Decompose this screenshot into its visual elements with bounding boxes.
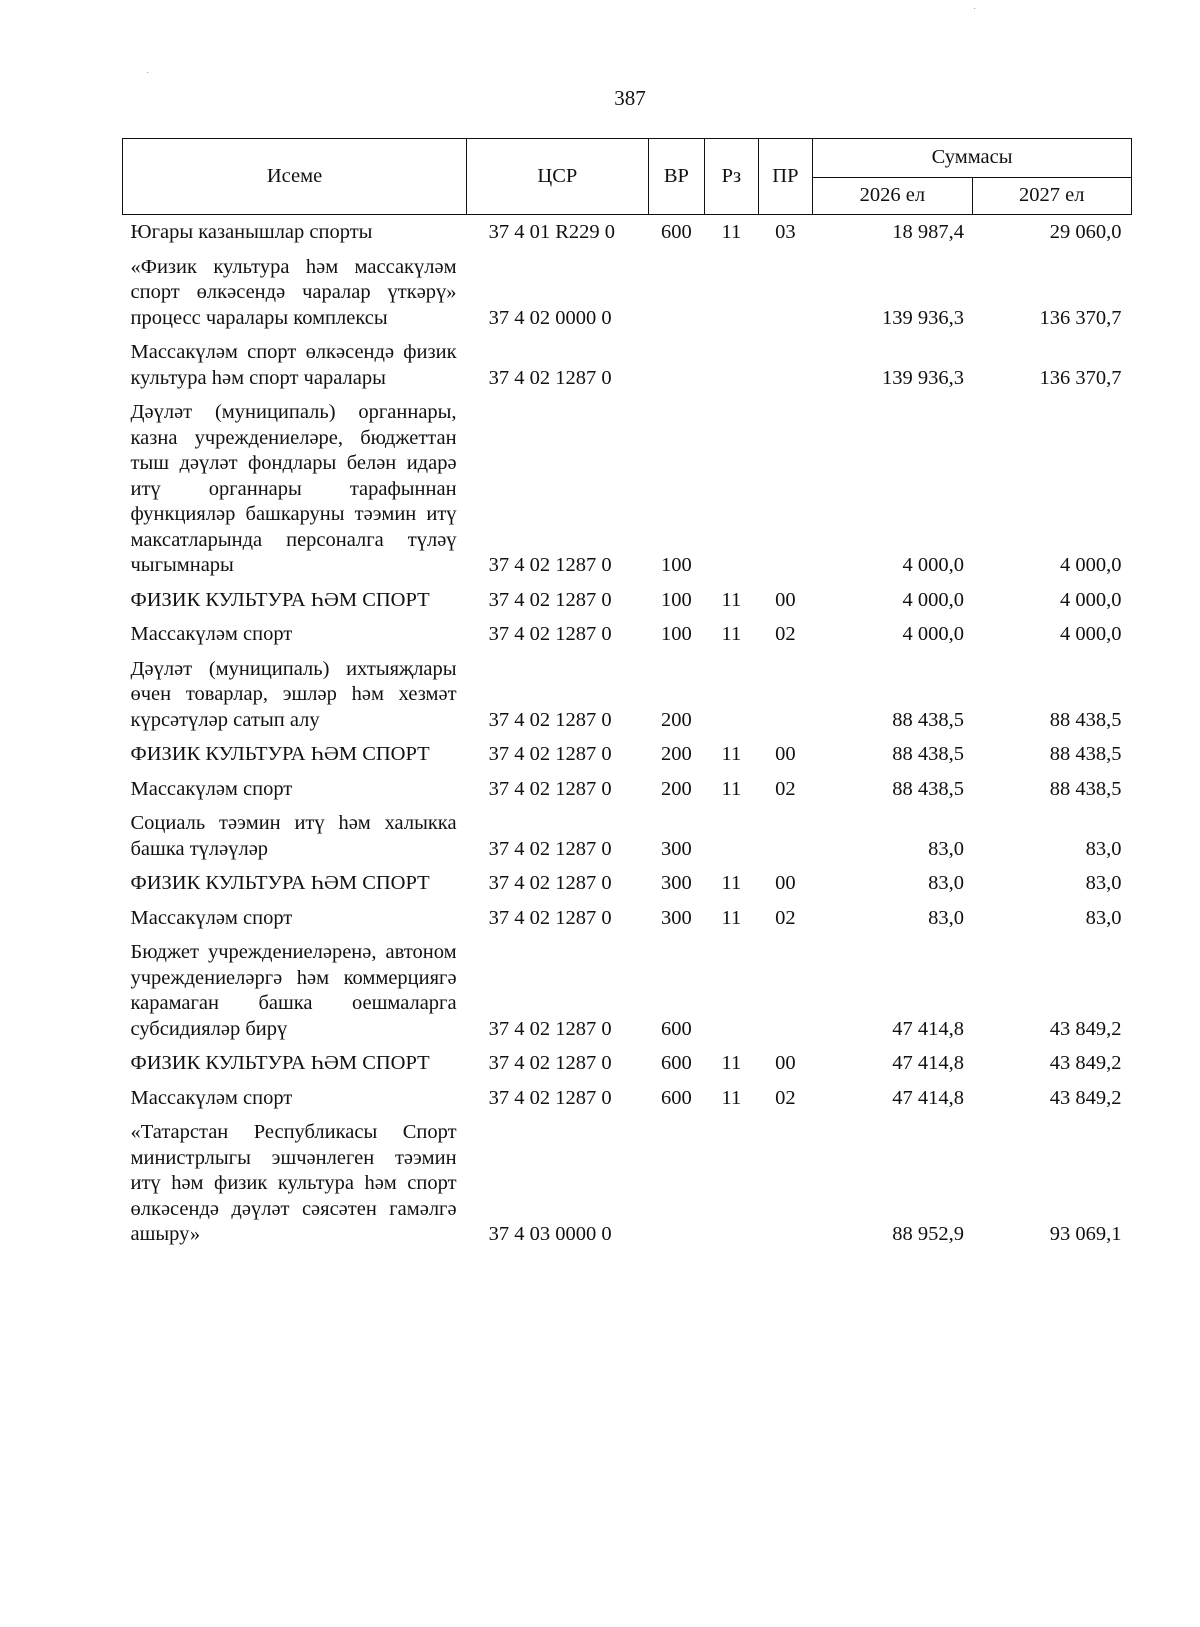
header-vr: ВР [648, 139, 705, 215]
row-rz [705, 935, 758, 1046]
row-name: Массакүләм спорт [130, 906, 293, 929]
row-sum-2027: 4 000,0 [1060, 588, 1122, 611]
row-rz [705, 806, 758, 866]
row-sum-2027: 88 438,5 [1049, 708, 1122, 731]
row-csr: 37 4 03 0000 0 [488, 1223, 612, 1245]
row-sum-2027: 4 000,0 [1060, 623, 1122, 645]
row-sum-2026: 83,0 [928, 837, 965, 860]
row-vr [648, 250, 705, 336]
row-csr: 37 4 02 1287 0 [488, 366, 612, 389]
row-pr [758, 1115, 812, 1252]
table-row [123, 1046, 1132, 1081]
row-csr: 37 4 02 1287 0 [488, 554, 612, 576]
table-row [123, 335, 1132, 395]
table-row [123, 866, 1132, 901]
row-rz: 11 [721, 623, 742, 645]
row-vr: 200 [661, 708, 692, 731]
row-pr: 02 [775, 906, 796, 929]
row-pr: 00 [775, 1052, 796, 1074]
row-csr: 37 4 02 1287 0 [488, 777, 612, 800]
row-rz [705, 1115, 758, 1252]
row-vr: 600 [661, 1052, 692, 1074]
row-sum-2027: 83,0 [1085, 837, 1122, 860]
row-rz: 11 [721, 1086, 742, 1109]
row-sum-2026: 18 987,4 [892, 221, 965, 243]
row-pr [758, 335, 812, 395]
row-name: Дәүләт (муниципаль) органнары, казна учреждениеләре, бюджеттан тыш дәүләт фондлары белән идарә итү органнары тарафыннан функцияләр башкаруны тәэмин итү максатларында персоналга түләү чыгымнары [130, 401, 457, 576]
row-sum-2026: 4 000,0 [902, 623, 965, 645]
row-rz [705, 250, 758, 336]
header-year-2027: 2027 ел [972, 178, 1131, 215]
table-row [123, 395, 1132, 583]
row-name: «Физик культура һәм массакүләм спорт өлкәсендә чаралар үткәрү» процесс чаралары комплексы [130, 255, 457, 329]
row-sum-2026: 88 438,5 [892, 708, 965, 731]
header-sums: Суммасы [813, 139, 1132, 178]
row-name: Массакүләм спорт өлкәсендә физик культура һәм спорт чаралары [130, 341, 457, 389]
row-csr: 37 4 02 1287 0 [488, 743, 612, 765]
row-sum-2027: 93 069,1 [1049, 1223, 1122, 1245]
row-csr: 37 4 02 1287 0 [488, 1052, 612, 1074]
row-sum-2026: 88 952,9 [892, 1223, 965, 1245]
row-sum-2026: 47 414,8 [892, 1052, 965, 1074]
row-rz [705, 335, 758, 395]
row-sum-2027: 83,0 [1085, 872, 1122, 894]
row-csr: 37 4 02 1287 0 [488, 906, 612, 929]
row-name: Массакүләм спорт [130, 777, 293, 800]
table-row [123, 935, 1132, 1046]
table-row [123, 1115, 1132, 1252]
row-csr: 37 4 02 1287 0 [488, 1086, 612, 1109]
row-csr: 37 4 02 1287 0 [488, 588, 612, 611]
row-vr: 200 [661, 777, 692, 800]
row-name: Югары казанышлар спорты [130, 221, 373, 243]
row-rz: 11 [721, 906, 742, 929]
row-vr [648, 335, 705, 395]
row-sum-2027: 136 370,7 [1039, 366, 1122, 389]
row-vr: 100 [661, 623, 692, 645]
row-csr: 37 4 02 1287 0 [488, 872, 612, 894]
row-rz [705, 652, 758, 738]
header-rz: Рз [705, 139, 758, 215]
row-name: Бюджет учреждениеләренә, автоном учреждениеләргә һәм коммерциягә карамаган башка оешмаларга субсидияләр бирү [130, 941, 457, 1040]
budget-table [122, 138, 1132, 1252]
header-name: Исеме [123, 139, 467, 215]
row-pr: 02 [775, 777, 796, 800]
table-row [123, 617, 1132, 652]
scan-speck: · [973, 4, 977, 15]
row-name: ФИЗИК КУЛЬТУРА ҺӘМ СПОРТ [130, 743, 430, 765]
row-pr [758, 652, 812, 738]
row-vr: 200 [661, 743, 692, 765]
row-sum-2027: 43 849,2 [1049, 1017, 1122, 1040]
row-pr: 02 [775, 623, 796, 645]
row-sum-2026: 4 000,0 [902, 588, 965, 611]
row-name: Массакүләм спорт [130, 623, 293, 645]
page-number: 387 [614, 86, 646, 110]
row-csr: 37 4 02 0000 0 [488, 306, 612, 329]
row-csr: 37 4 02 1287 0 [488, 837, 612, 860]
table-row [123, 737, 1132, 772]
row-name: Дәүләт (муниципаль) ихтыяҗлары өчен товарлар, эшләр һәм хезмәт күрсәтүләр сатып алу [130, 657, 457, 731]
row-name: «Татарстан Республикасы Спорт министрлыгы эшчәнлеген тәэмин итү һәм физик культура һәм спорт өлкәсендә дәүләт сәясәтен гамәлгә ашыру» [130, 1121, 457, 1245]
row-rz [705, 395, 758, 583]
row-sum-2027: 88 438,5 [1049, 743, 1122, 765]
row-name: Массакүләм спорт [130, 1086, 293, 1109]
row-pr: 02 [775, 1086, 796, 1109]
row-csr: 37 4 01 R229 0 [488, 221, 615, 243]
row-sum-2026: 83,0 [928, 872, 965, 894]
row-pr [758, 935, 812, 1046]
row-pr: 03 [775, 221, 796, 243]
row-sum-2026: 88 438,5 [892, 743, 965, 765]
row-vr [648, 1115, 705, 1252]
row-sum-2027: 29 060,0 [1049, 221, 1122, 243]
row-sum-2026: 88 438,5 [892, 777, 965, 800]
row-sum-2027: 88 438,5 [1049, 777, 1122, 800]
row-csr: 37 4 02 1287 0 [488, 708, 612, 731]
row-sum-2026: 47 414,8 [892, 1086, 965, 1109]
row-sum-2026: 47 414,8 [892, 1017, 965, 1040]
row-sum-2027: 43 849,2 [1049, 1086, 1122, 1109]
row-name: ФИЗИК КУЛЬТУРА ҺӘМ СПОРТ [130, 588, 430, 611]
row-vr: 600 [661, 1017, 692, 1040]
table-row [123, 250, 1132, 336]
row-csr: 37 4 02 1287 0 [488, 1017, 612, 1040]
row-vr: 300 [661, 837, 692, 860]
row-pr [758, 250, 812, 336]
row-vr: 600 [661, 1086, 692, 1109]
row-pr: 00 [775, 872, 796, 894]
row-rz: 11 [721, 1052, 742, 1074]
table-row [123, 806, 1132, 866]
header-pr: ПР [758, 139, 812, 215]
row-rz: 11 [721, 872, 742, 894]
row-pr [758, 395, 812, 583]
table-row [123, 215, 1132, 250]
table-body [123, 215, 1132, 1252]
row-sum-2026: 139 936,3 [882, 366, 965, 389]
table-row [123, 772, 1132, 807]
table-row [123, 652, 1132, 738]
row-vr: 300 [661, 906, 692, 929]
row-rz: 11 [721, 221, 742, 243]
row-csr: 37 4 02 1287 0 [488, 623, 612, 645]
row-name: Социаль тәэмин итү һәм халыкка башка түләүләр [130, 812, 457, 860]
row-vr: 300 [661, 872, 692, 894]
row-vr: 100 [661, 588, 692, 611]
scan-speck: · [146, 68, 150, 79]
table-row [123, 901, 1132, 936]
row-sum-2027: 43 849,2 [1049, 1052, 1122, 1074]
row-rz: 11 [721, 743, 742, 765]
row-name: ФИЗИК КУЛЬТУРА ҺӘМ СПОРТ [130, 1052, 430, 1074]
table-header [123, 139, 1132, 215]
row-vr: 100 [661, 554, 692, 576]
row-sum-2027: 4 000,0 [1060, 554, 1122, 576]
row-rz: 11 [721, 588, 742, 611]
row-sum-2026: 83,0 [928, 906, 965, 929]
row-sum-2027: 136 370,7 [1039, 306, 1122, 329]
row-sum-2026: 4 000,0 [902, 554, 965, 576]
row-vr: 600 [661, 221, 692, 243]
row-sum-2026: 139 936,3 [882, 306, 965, 329]
row-sum-2027: 83,0 [1085, 906, 1122, 929]
row-pr: 00 [775, 743, 796, 765]
row-pr: 00 [775, 588, 796, 611]
row-pr [758, 806, 812, 866]
row-rz: 11 [721, 777, 742, 800]
table-row [123, 583, 1132, 618]
header-csr: ЦСР [467, 139, 649, 215]
row-name: ФИЗИК КУЛЬТУРА ҺӘМ СПОРТ [130, 872, 430, 894]
header-year-2026: 2026 ел [813, 178, 972, 215]
table-row [123, 1081, 1132, 1116]
